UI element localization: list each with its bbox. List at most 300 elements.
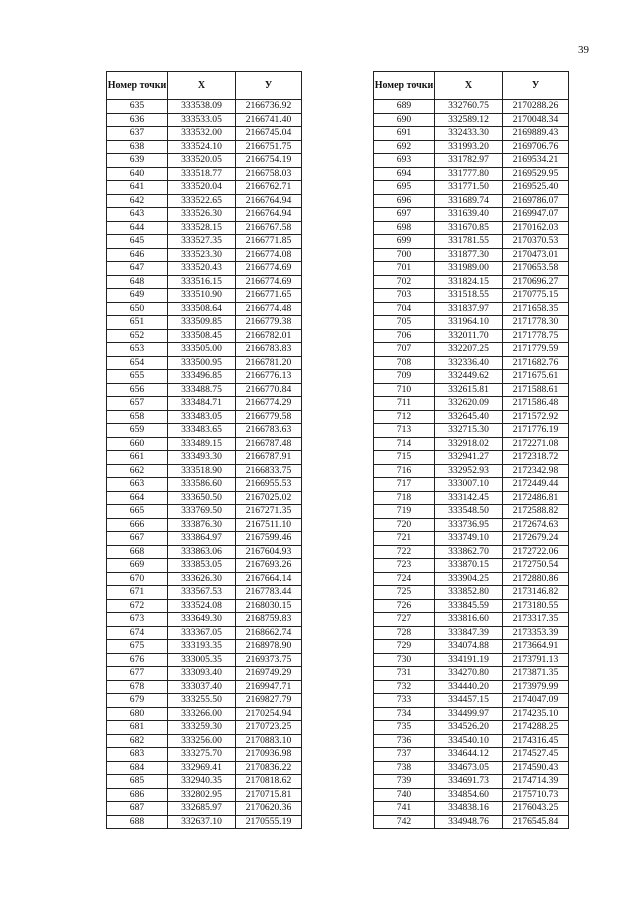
table-row xyxy=(374,221,569,235)
table-row xyxy=(107,451,302,465)
y-coordinate-cell: 2169525.40 xyxy=(503,181,569,195)
y-coordinate-cell: 2167025.02 xyxy=(236,491,302,505)
table-row xyxy=(107,599,302,613)
table-row xyxy=(107,491,302,505)
point-number-cell: 651 xyxy=(107,316,168,330)
table-row xyxy=(374,397,569,411)
x-coordinate-cell: 333275.70 xyxy=(168,748,236,762)
x-coordinate-cell: 332620.09 xyxy=(435,397,503,411)
table-row xyxy=(374,748,569,762)
point-number-cell: 643 xyxy=(107,208,168,222)
y-coordinate-cell: 2171778.30 xyxy=(503,316,569,330)
y-coordinate-cell: 2172486.81 xyxy=(503,491,569,505)
x-coordinate-cell: 333520.05 xyxy=(168,154,236,168)
point-number-cell: 659 xyxy=(107,424,168,438)
point-number-cell: 657 xyxy=(107,397,168,411)
table-row xyxy=(107,424,302,438)
y-coordinate-cell: 2170370.53 xyxy=(503,235,569,249)
table-row xyxy=(107,572,302,586)
point-number-cell: 728 xyxy=(374,626,435,640)
y-coordinate-cell: 2174316.45 xyxy=(503,734,569,748)
table-row xyxy=(374,262,569,276)
table-row xyxy=(107,370,302,384)
y-coordinate-cell: 2169534.21 xyxy=(503,154,569,168)
y-coordinate-cell: 2166771.65 xyxy=(236,289,302,303)
point-number-cell: 639 xyxy=(107,154,168,168)
y-coordinate-cell: 2170254.94 xyxy=(236,707,302,721)
x-coordinate-cell: 333548.50 xyxy=(435,505,503,519)
y-coordinate-cell: 2166764.94 xyxy=(236,208,302,222)
x-coordinate-cell: 334499.97 xyxy=(435,707,503,721)
point-number-cell: 706 xyxy=(374,329,435,343)
x-coordinate-cell: 333736.95 xyxy=(435,518,503,532)
table-row xyxy=(374,761,569,775)
y-coordinate-cell: 2166833.75 xyxy=(236,464,302,478)
x-coordinate-cell: 333037.40 xyxy=(168,680,236,694)
point-number-cell: 656 xyxy=(107,383,168,397)
y-coordinate-cell: 2174714.39 xyxy=(503,775,569,789)
x-coordinate-cell: 332685.97 xyxy=(168,802,236,816)
point-number-cell: 674 xyxy=(107,626,168,640)
x-coordinate-cell: 331777.80 xyxy=(435,167,503,181)
point-number-cell: 664 xyxy=(107,491,168,505)
point-number-cell: 670 xyxy=(107,572,168,586)
x-coordinate-cell: 333518.90 xyxy=(168,464,236,478)
x-coordinate-cell: 333518.77 xyxy=(168,167,236,181)
table-row xyxy=(107,505,302,519)
x-coordinate-cell: 333483.65 xyxy=(168,424,236,438)
table-row xyxy=(107,478,302,492)
point-number-cell: 642 xyxy=(107,194,168,208)
y-coordinate-cell: 2175710.73 xyxy=(503,788,569,802)
point-number-cell: 637 xyxy=(107,127,168,141)
table-row xyxy=(107,694,302,708)
table-row xyxy=(107,221,302,235)
x-coordinate-cell: 333538.09 xyxy=(168,100,236,114)
point-number-cell: 675 xyxy=(107,640,168,654)
point-number-cell: 679 xyxy=(107,694,168,708)
x-coordinate-cell: 333853.05 xyxy=(168,559,236,573)
x-coordinate-cell: 333193.35 xyxy=(168,640,236,654)
x-coordinate-cell: 331639.40 xyxy=(435,208,503,222)
x-coordinate-cell: 333650.50 xyxy=(168,491,236,505)
x-header: X xyxy=(435,72,503,100)
x-coordinate-cell: 333524.10 xyxy=(168,140,236,154)
table-row xyxy=(374,464,569,478)
x-coordinate-cell: 333488.75 xyxy=(168,383,236,397)
coordinates-table-left xyxy=(106,71,302,829)
x-coordinate-cell: 333586.60 xyxy=(168,478,236,492)
x-coordinate-cell: 333489.15 xyxy=(168,437,236,451)
x-coordinate-cell: 333508.45 xyxy=(168,329,236,343)
table-row xyxy=(374,167,569,181)
table-header-row xyxy=(374,72,569,100)
x-coordinate-cell: 333007.10 xyxy=(435,478,503,492)
table-row xyxy=(107,181,302,195)
point-number-cell: 655 xyxy=(107,370,168,384)
y-coordinate-cell: 2169947.07 xyxy=(503,208,569,222)
x-coordinate-cell: 333749.10 xyxy=(435,532,503,546)
table-row xyxy=(374,559,569,573)
y-coordinate-cell: 2168030.15 xyxy=(236,599,302,613)
table-row xyxy=(374,437,569,451)
x-coordinate-cell: 332918.02 xyxy=(435,437,503,451)
table-row xyxy=(374,140,569,154)
point-number-cell: 661 xyxy=(107,451,168,465)
table-row xyxy=(374,599,569,613)
x-coordinate-cell: 333255.50 xyxy=(168,694,236,708)
point-number-cell: 702 xyxy=(374,275,435,289)
y-coordinate-cell: 2176545.84 xyxy=(503,815,569,829)
x-coordinate-cell: 334854.60 xyxy=(435,788,503,802)
table-row xyxy=(374,154,569,168)
y-coordinate-cell: 2172318.72 xyxy=(503,451,569,465)
y-coordinate-cell: 2170836.22 xyxy=(236,761,302,775)
table-row xyxy=(374,680,569,694)
table-row xyxy=(107,100,302,114)
x-coordinate-cell: 331518.55 xyxy=(435,289,503,303)
y-coordinate-cell: 2172588.82 xyxy=(503,505,569,519)
point-number-cell: 668 xyxy=(107,545,168,559)
point-number-cell: 701 xyxy=(374,262,435,276)
table-row xyxy=(107,410,302,424)
x-coordinate-cell: 333367.05 xyxy=(168,626,236,640)
y-coordinate-cell: 2166751.75 xyxy=(236,140,302,154)
table-row xyxy=(107,545,302,559)
point-number-cell: 734 xyxy=(374,707,435,721)
x-coordinate-cell: 331824.15 xyxy=(435,275,503,289)
y-coordinate-cell: 2168978.90 xyxy=(236,640,302,654)
table-row xyxy=(107,316,302,330)
y-coordinate-cell: 2170620.36 xyxy=(236,802,302,816)
y-coordinate-cell: 2173664.91 xyxy=(503,640,569,654)
y-coordinate-cell: 2169749.29 xyxy=(236,667,302,681)
table-row xyxy=(374,626,569,640)
point-number-cell: 719 xyxy=(374,505,435,519)
table-row xyxy=(374,653,569,667)
y-coordinate-cell: 2173146.82 xyxy=(503,586,569,600)
y-coordinate-cell: 2173317.35 xyxy=(503,613,569,627)
y-coordinate-cell: 2166770.84 xyxy=(236,383,302,397)
x-coordinate-cell: 333505.00 xyxy=(168,343,236,357)
y-coordinate-cell: 2166955.53 xyxy=(236,478,302,492)
x-coordinate-cell: 334526.20 xyxy=(435,721,503,735)
y-coordinate-cell: 2166774.29 xyxy=(236,397,302,411)
table-row xyxy=(374,100,569,114)
y-coordinate-cell: 2166787.91 xyxy=(236,451,302,465)
point-number-cell: 653 xyxy=(107,343,168,357)
point-number-cell: 710 xyxy=(374,383,435,397)
x-coordinate-cell: 333847.39 xyxy=(435,626,503,640)
x-coordinate-cell: 333524.08 xyxy=(168,599,236,613)
table-row xyxy=(374,734,569,748)
y-coordinate-cell: 2170653.58 xyxy=(503,262,569,276)
x-coordinate-cell: 333870.15 xyxy=(435,559,503,573)
table-row xyxy=(107,113,302,127)
y-coordinate-cell: 2174235.10 xyxy=(503,707,569,721)
y-coordinate-cell: 2170818.62 xyxy=(236,775,302,789)
table-row xyxy=(374,775,569,789)
x-coordinate-cell: 334838.16 xyxy=(435,802,503,816)
point-number-cell: 707 xyxy=(374,343,435,357)
table-row xyxy=(374,788,569,802)
table-row xyxy=(107,127,302,141)
table-row xyxy=(374,721,569,735)
point-number-cell: 645 xyxy=(107,235,168,249)
point-number-cell: 638 xyxy=(107,140,168,154)
table-row xyxy=(374,815,569,829)
point-number-cell: 685 xyxy=(107,775,168,789)
y-coordinate-cell: 2166779.38 xyxy=(236,316,302,330)
point-number-cell: 660 xyxy=(107,437,168,451)
x-coordinate-cell: 334673.05 xyxy=(435,761,503,775)
y-coordinate-cell: 2166781.20 xyxy=(236,356,302,370)
x-coordinate-cell: 332941.27 xyxy=(435,451,503,465)
point-number-cell: 641 xyxy=(107,181,168,195)
table-row xyxy=(374,383,569,397)
point-number-cell: 640 xyxy=(107,167,168,181)
y-coordinate-cell: 2170936.98 xyxy=(236,748,302,762)
y-coordinate-cell: 2166783.83 xyxy=(236,343,302,357)
point-number-cell: 730 xyxy=(374,653,435,667)
x-coordinate-cell: 333508.64 xyxy=(168,302,236,316)
point-number-cell: 662 xyxy=(107,464,168,478)
point-number-cell: 667 xyxy=(107,532,168,546)
y-coordinate-cell: 2167664.14 xyxy=(236,572,302,586)
point-number-cell: 727 xyxy=(374,613,435,627)
y-coordinate-cell: 2166758.03 xyxy=(236,167,302,181)
x-coordinate-cell: 334691.73 xyxy=(435,775,503,789)
point-number-cell: 698 xyxy=(374,221,435,235)
y-coordinate-cell: 2172271.08 xyxy=(503,437,569,451)
table-row xyxy=(374,343,569,357)
x-coordinate-cell: 333483.05 xyxy=(168,410,236,424)
x-coordinate-cell: 333496.85 xyxy=(168,370,236,384)
x-coordinate-cell: 332449.62 xyxy=(435,370,503,384)
x-coordinate-cell: 333523.30 xyxy=(168,248,236,262)
point-number-cell: 704 xyxy=(374,302,435,316)
y-coordinate-cell: 2167604.93 xyxy=(236,545,302,559)
y-coordinate-cell: 2171779.59 xyxy=(503,343,569,357)
y-coordinate-cell: 2172674.63 xyxy=(503,518,569,532)
y-coordinate-cell: 2169706.76 xyxy=(503,140,569,154)
y-coordinate-cell: 2170696.27 xyxy=(503,275,569,289)
y-coordinate-cell: 2171658.35 xyxy=(503,302,569,316)
x-coordinate-cell: 333528.15 xyxy=(168,221,236,235)
y-coordinate-cell: 2170555.19 xyxy=(236,815,302,829)
point-number-cell: 665 xyxy=(107,505,168,519)
x-coordinate-cell: 334948.76 xyxy=(435,815,503,829)
x-coordinate-cell: 333649.30 xyxy=(168,613,236,627)
y-coordinate-cell: 2174047.09 xyxy=(503,694,569,708)
table-row xyxy=(107,437,302,451)
table-row xyxy=(374,302,569,316)
point-number-cell: 635 xyxy=(107,100,168,114)
x-coordinate-cell: 333845.59 xyxy=(435,599,503,613)
table-row xyxy=(107,235,302,249)
x-coordinate-cell: 333526.30 xyxy=(168,208,236,222)
point-number-cell: 731 xyxy=(374,667,435,681)
x-coordinate-cell: 333816.60 xyxy=(435,613,503,627)
y-coordinate-cell: 2166774.48 xyxy=(236,302,302,316)
table-row xyxy=(374,356,569,370)
point-number-cell: 680 xyxy=(107,707,168,721)
table-row xyxy=(107,653,302,667)
point-number-cell: 708 xyxy=(374,356,435,370)
point-number-cell: 671 xyxy=(107,586,168,600)
x-coordinate-cell: 334540.10 xyxy=(435,734,503,748)
table-row xyxy=(374,478,569,492)
table-row xyxy=(107,680,302,694)
table-row xyxy=(107,302,302,316)
table-row xyxy=(107,464,302,478)
table-row xyxy=(107,532,302,546)
y-coordinate-cell: 2171778.75 xyxy=(503,329,569,343)
table-row xyxy=(107,707,302,721)
y-coordinate-cell: 2172679.24 xyxy=(503,532,569,546)
table-row xyxy=(374,370,569,384)
point-number-cell: 647 xyxy=(107,262,168,276)
y-coordinate-cell: 2166787.48 xyxy=(236,437,302,451)
point-number-cell: 733 xyxy=(374,694,435,708)
table-row xyxy=(107,626,302,640)
y-coordinate-cell: 2173871.35 xyxy=(503,667,569,681)
y-coordinate-cell: 2166771.85 xyxy=(236,235,302,249)
point-number-cell: 737 xyxy=(374,748,435,762)
x-coordinate-cell: 333516.15 xyxy=(168,275,236,289)
y-coordinate-cell: 2166774.69 xyxy=(236,262,302,276)
table-row xyxy=(374,113,569,127)
table-row xyxy=(107,815,302,829)
x-coordinate-cell: 331993.20 xyxy=(435,140,503,154)
x-coordinate-cell: 333266.00 xyxy=(168,707,236,721)
x-coordinate-cell: 333904.25 xyxy=(435,572,503,586)
point-number-cell: 725 xyxy=(374,586,435,600)
table-row xyxy=(374,802,569,816)
y-coordinate-cell: 2166745.04 xyxy=(236,127,302,141)
y-coordinate-cell: 2166736.92 xyxy=(236,100,302,114)
point-number-cell: 724 xyxy=(374,572,435,586)
page-number: 39 xyxy=(578,44,589,56)
table-row xyxy=(374,289,569,303)
x-coordinate-cell: 331781.55 xyxy=(435,235,503,249)
x-coordinate-cell: 331837.97 xyxy=(435,302,503,316)
table-row xyxy=(107,154,302,168)
table-row xyxy=(107,721,302,735)
point-number-cell: 649 xyxy=(107,289,168,303)
table-row xyxy=(374,505,569,519)
x-coordinate-cell: 333567.53 xyxy=(168,586,236,600)
x-coordinate-cell: 333864.97 xyxy=(168,532,236,546)
point-number-cell: 718 xyxy=(374,491,435,505)
x-coordinate-cell: 333500.95 xyxy=(168,356,236,370)
table-row xyxy=(107,586,302,600)
point-number-cell: 636 xyxy=(107,113,168,127)
y-coordinate-cell: 2166741.40 xyxy=(236,113,302,127)
x-coordinate-cell: 333522.65 xyxy=(168,194,236,208)
y-header: У xyxy=(503,72,569,100)
point-number-cell: 717 xyxy=(374,478,435,492)
x-coordinate-cell: 331964.10 xyxy=(435,316,503,330)
y-coordinate-cell: 2169947.71 xyxy=(236,680,302,694)
table-row xyxy=(374,532,569,546)
point-number-cell: 691 xyxy=(374,127,435,141)
point-number-cell: 682 xyxy=(107,734,168,748)
point-number-cell: 699 xyxy=(374,235,435,249)
point-number-cell: 646 xyxy=(107,248,168,262)
table-row xyxy=(374,248,569,262)
y-coordinate-cell: 2166776.13 xyxy=(236,370,302,384)
table-row xyxy=(374,707,569,721)
table-row xyxy=(107,140,302,154)
point-number-cell: 696 xyxy=(374,194,435,208)
y-coordinate-cell: 2169827.79 xyxy=(236,694,302,708)
y-coordinate-cell: 2174288.25 xyxy=(503,721,569,735)
table-row xyxy=(107,559,302,573)
point-number-cell: 689 xyxy=(374,100,435,114)
x-coordinate-cell: 332589.12 xyxy=(435,113,503,127)
x-coordinate-cell: 333093.40 xyxy=(168,667,236,681)
table-row xyxy=(107,343,302,357)
table-row xyxy=(107,167,302,181)
y-coordinate-cell: 2167511.10 xyxy=(236,518,302,532)
y-coordinate-cell: 2170473.01 xyxy=(503,248,569,262)
point-number-cell: 716 xyxy=(374,464,435,478)
x-header: X xyxy=(168,72,236,100)
x-coordinate-cell: 331689.74 xyxy=(435,194,503,208)
point-number-cell: 742 xyxy=(374,815,435,829)
table-row xyxy=(374,491,569,505)
point-number-cell: 711 xyxy=(374,397,435,411)
x-coordinate-cell: 332715.30 xyxy=(435,424,503,438)
table-row xyxy=(107,329,302,343)
x-coordinate-cell: 333520.43 xyxy=(168,262,236,276)
table-row xyxy=(374,424,569,438)
y-coordinate-cell: 2172750.54 xyxy=(503,559,569,573)
y-coordinate-cell: 2166774.69 xyxy=(236,275,302,289)
y-coordinate-cell: 2171682.76 xyxy=(503,356,569,370)
table-row xyxy=(374,329,569,343)
x-coordinate-cell: 334440.20 xyxy=(435,680,503,694)
x-coordinate-cell: 333876.30 xyxy=(168,518,236,532)
x-coordinate-cell: 333509.85 xyxy=(168,316,236,330)
y-coordinate-cell: 2170288.26 xyxy=(503,100,569,114)
point-number-cell: 687 xyxy=(107,802,168,816)
point-number-cell: 713 xyxy=(374,424,435,438)
x-coordinate-cell: 332433.30 xyxy=(435,127,503,141)
table-row xyxy=(374,410,569,424)
y-coordinate-cell: 2168662.74 xyxy=(236,626,302,640)
table-row xyxy=(107,262,302,276)
point-number-cell: 700 xyxy=(374,248,435,262)
y-coordinate-cell: 2171586.48 xyxy=(503,397,569,411)
table-row xyxy=(107,248,302,262)
x-coordinate-cell: 331670.85 xyxy=(435,221,503,235)
table-row xyxy=(374,518,569,532)
table-row xyxy=(374,694,569,708)
point-number-cell: 681 xyxy=(107,721,168,735)
x-coordinate-cell: 333532.00 xyxy=(168,127,236,141)
x-coordinate-cell: 333484.71 xyxy=(168,397,236,411)
y-coordinate-cell: 2169529.95 xyxy=(503,167,569,181)
y-coordinate-cell: 2176043.25 xyxy=(503,802,569,816)
x-coordinate-cell: 333005.35 xyxy=(168,653,236,667)
x-coordinate-cell: 332207.25 xyxy=(435,343,503,357)
y-coordinate-cell: 2173353.39 xyxy=(503,626,569,640)
table-row xyxy=(107,802,302,816)
point-number-cell: 652 xyxy=(107,329,168,343)
point-number-cell: 678 xyxy=(107,680,168,694)
